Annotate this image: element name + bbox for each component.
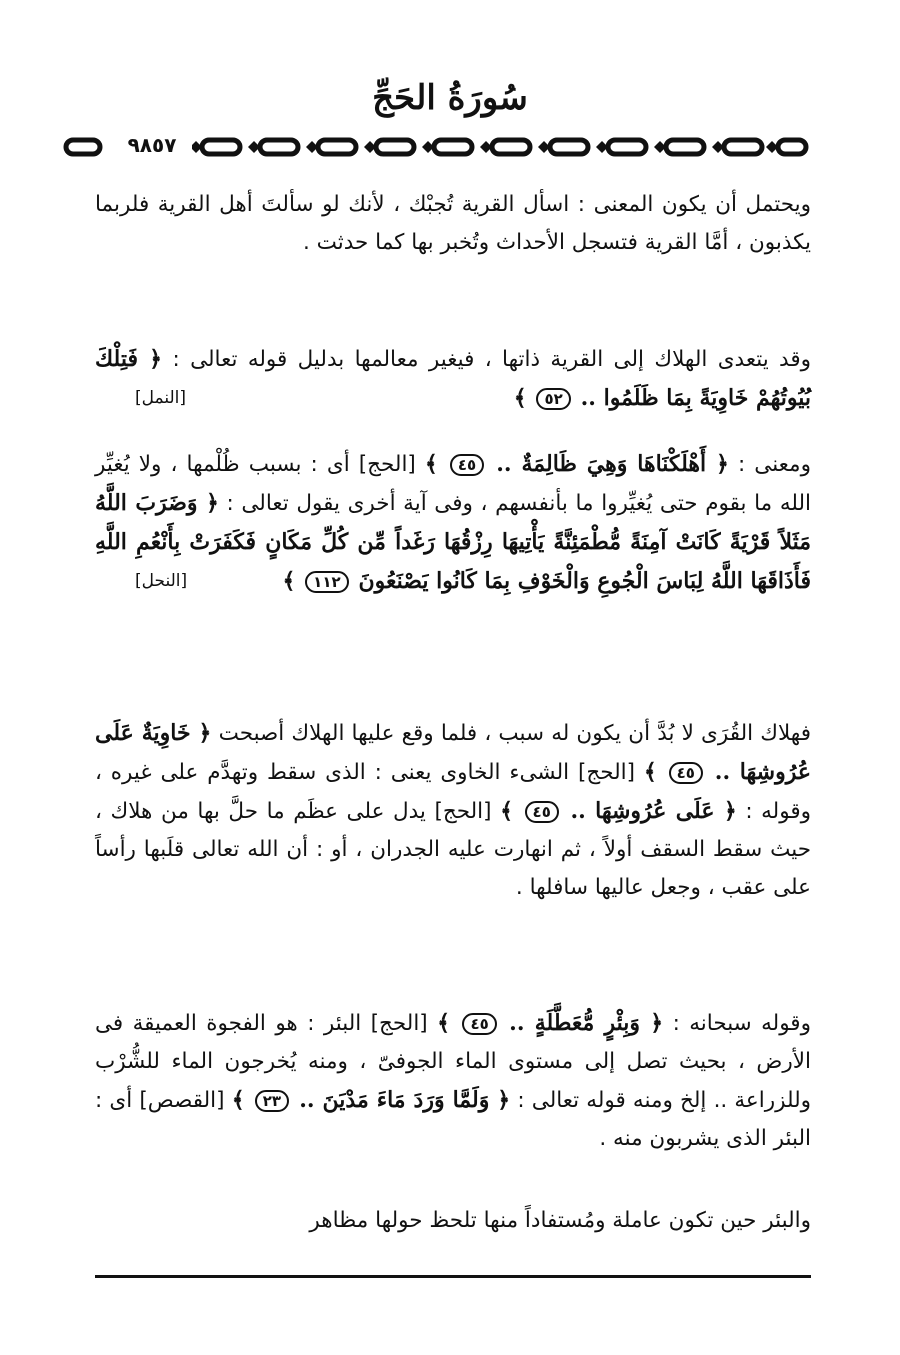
verse-number: ٤٥ bbox=[669, 762, 703, 784]
quran-verse: ﴿ خَاوِيَةٌ عَلَى عُرُوشِهَا .. bbox=[95, 720, 811, 785]
paragraph-2 bbox=[95, 340, 811, 418]
surah-reference: [النمل] bbox=[135, 388, 186, 408]
verse-number: ٥٢ bbox=[536, 388, 570, 410]
paragraph-text: [القصص] أى : البئر الذى يشربون منه . bbox=[95, 1088, 811, 1151]
paragraph-4 bbox=[95, 714, 811, 907]
verse-close-bracket: ﴾ bbox=[500, 798, 513, 824]
paragraph-text: ويحتمل أن يكون المعنى : اسأل القرية تُجبْك ، لأنك لو سألتَ أهل القرية فلربما يكذبون ، أمَّا القرية فتسجل الأحداث وتُخبر بها كما حدثت . bbox=[95, 192, 811, 255]
paragraph-text: والبئر حين تكون عاملة ومُستفاداً منها تلحظ حولها مظاهر bbox=[309, 1208, 811, 1233]
paragraph-6 bbox=[95, 1202, 811, 1240]
verse-close-bracket: ﴾ bbox=[513, 385, 527, 411]
verse-number: ٢٣ bbox=[255, 1090, 289, 1112]
paragraph-text: فهلاك القُرَى لا بُدَّ أن يكون له سبب ، فلما وقع عليها الهلاك أصبحت bbox=[218, 721, 811, 746]
paragraph-3 bbox=[95, 445, 811, 601]
verse-number: ٤٥ bbox=[462, 1013, 496, 1035]
quran-verse: ﴿ وَلَمَّا وَرَدَ مَاءَ مَدْيَنَ .. bbox=[299, 1087, 511, 1113]
paragraph-1 bbox=[95, 186, 811, 262]
quran-verse: ﴿ وَضَرَبَ اللَّهُ مَثَلاً قَرْيَةً كَانَتْ آمِنَةً مُّطْمَئِنَّةً يَأْتِيهَا رِزْقُهَا رَغَداً مِّن كُلِّ مَكَانٍ فَكَفَرَتْ بِأَنْعُمِ اللَّهِ فَأَذَاقَهَا اللَّهُ لِبَاسَ الْجُوعِ وَالْخَوْفِ بِمَا كَانُوا يَصْنَعُونَ bbox=[95, 490, 811, 594]
quran-verse: ﴿ وَبِئْرٍ مُّعَطَّلَةٍ .. bbox=[509, 1010, 664, 1036]
paragraph-text: [الحج] يدل على عظَم ما حلَّ بها من هلاك ، حيث سقط السقف أولاً ، ثم انهارت عليه الجدران ، أو : أن الله تعالى قلَبها رأساً على عقب ، وجعل عاليها سافلها . bbox=[95, 799, 811, 900]
paragraph-5 bbox=[95, 1004, 811, 1158]
paragraph-text: وقد يتعدى الهلاك إلى القرية ذاتها ، فيغير معالمها بدليل قوله تعالى : bbox=[172, 347, 811, 372]
verse-close-bracket: ﴾ bbox=[424, 451, 438, 477]
verse-close-bracket: ﴾ bbox=[437, 1010, 451, 1036]
verse-close-bracket: ﴾ bbox=[282, 568, 296, 594]
quran-verse: ﴿ أَهْلَكْنَاهَا وَهِيَ ظَالِمَةٌ .. bbox=[496, 451, 729, 477]
paragraph-text: وقوله سبحانه : bbox=[672, 1011, 811, 1036]
paragraph-text: ومعنى : bbox=[737, 452, 811, 477]
verse-number: ٤٥ bbox=[525, 801, 559, 823]
paragraph-text: [الحج] الشىء الخاوى يعنى : الذى سقط وتهدَّم على غيره ، وقوله : bbox=[95, 760, 811, 824]
surah-reference: [النحل] bbox=[135, 571, 188, 591]
verse-close-bracket: ﴾ bbox=[231, 1087, 245, 1113]
verse-close-bracket: ﴾ bbox=[643, 759, 657, 785]
verse-number: ٤٥ bbox=[450, 454, 484, 476]
paragraph-text: [الحج] أى : بسبب ظُلْمها ، ولا يُغيِّر الله ما بقوم حتى يُغيِّروا ما بأنفسهم ، وفى آية أخرى يقول تعالى : bbox=[95, 452, 811, 516]
bottom-rule bbox=[95, 1275, 811, 1278]
verse-number: ١١٢ bbox=[305, 571, 348, 593]
quran-verse: ﴿ فَتِلْكَ بُيُوتُهُمْ خَاوِيَةً بِمَا ظَلَمُوا .. bbox=[95, 346, 811, 411]
page-number: ٩٨٥٧ bbox=[112, 133, 192, 157]
surah-title: سُورَةُ الحَجِّ bbox=[372, 78, 528, 118]
paragraph-text: [الحج] البئر : هو الفجوة العميقة فى الأرض ، بحيث تصل إلى مستوى الماء الجوفىّ ، ومنه يُخرجون الماء للشُّرْب وللزراعة .. إلخ ومنه قوله تعالى : bbox=[95, 1011, 812, 1113]
quran-verse: ﴿ عَلَى عُرُوشِهَا .. bbox=[570, 798, 737, 824]
